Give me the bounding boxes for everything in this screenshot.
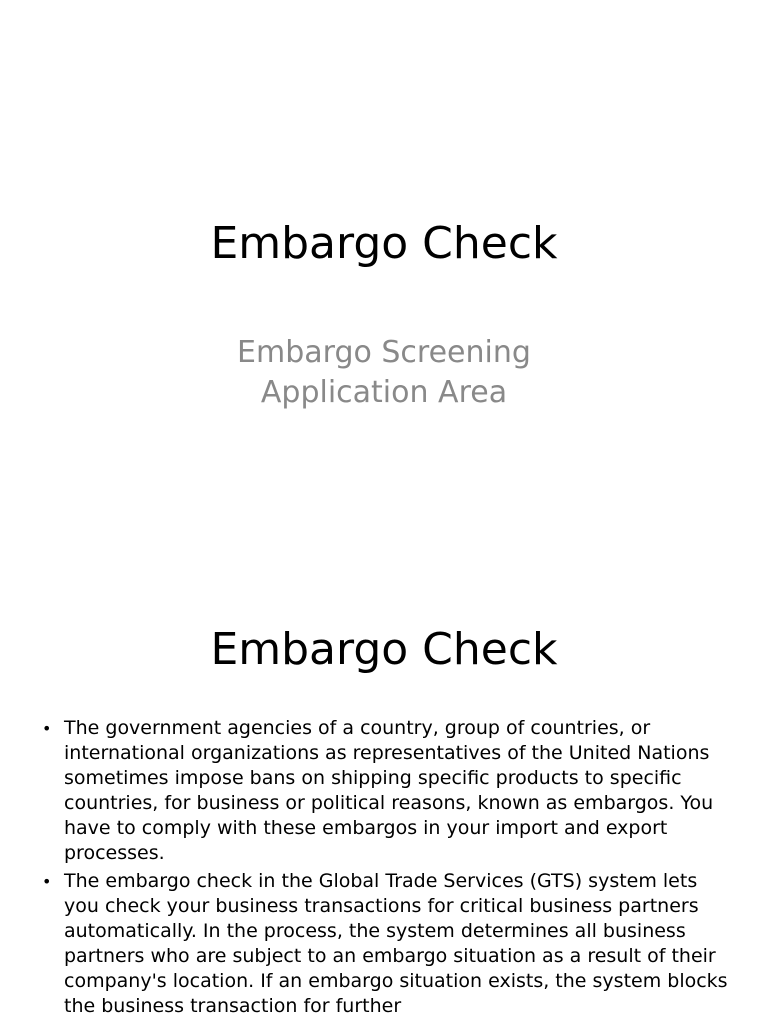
- bullet-text: The government agencies of a country, group of countries, or international organizations as representatives of the United Nations sometimes impose bans on shipping specific products to specific countries, for business or political reasons, known as embargos. You have to comply with these embargos in your import and export processes.: [64, 717, 714, 864]
- bullet-item: [38, 716, 728, 866]
- content-slide: [0, 576, 768, 1024]
- bullet-icon: •: [42, 872, 52, 891]
- bullet-list: [38, 716, 728, 1022]
- slide-title: Embargo Check: [210, 218, 558, 269]
- subtitle-line: Embargo Screening: [237, 335, 531, 370]
- bullet-text: The embargo check in the Global Trade Services (GTS) system lets you check your business transactions for critical business partners automatically. In the process, the system determines all business partners who are subject to an embargo situation as a result of their company's location. If an embargo situation exists, the system blocks the business transaction for further: [64, 870, 728, 1017]
- bullet-icon: •: [42, 719, 52, 738]
- slide-subtitle: [0, 333, 768, 413]
- bullet-item: [38, 869, 728, 1019]
- slide-title: Embargo Check: [210, 624, 558, 675]
- subtitle-line: Application Area: [260, 375, 508, 410]
